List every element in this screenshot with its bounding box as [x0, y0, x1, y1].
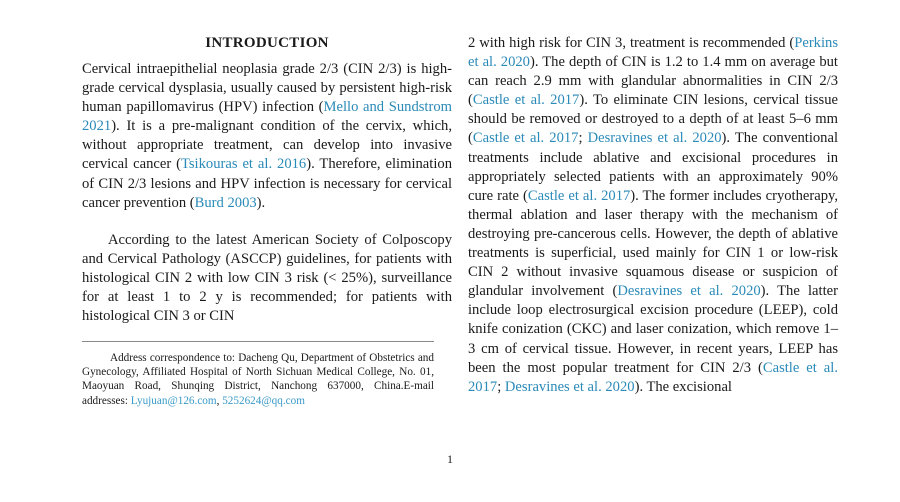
text: ). The former includes cryotherapy, thermal ablation and laser therapy with the mechanism of destroying pre-cancerous cells. However, the depth of ablative treatments is superficial, used mainly for CIN 1 or low-risk CIN 2 without invasive squamous disease or suspicion of glandular involvement ( — [468, 187, 839, 300]
section-heading: INTRODUCTION — [205, 35, 329, 51]
citation-link[interactable]: Castle et al. 2017 — [472, 130, 579, 147]
text: ). The latter include loop electrosurgical excision procedure (LEEP), cold knife conization (CKC) and laser conization, which remove 1–3 cm of cervical tissue. However, in recent years, LEEP has been the most popular treatment for CIN 2/3 ( — [468, 283, 838, 376]
email-link[interactable]: 5252624@qq.com — [222, 394, 305, 407]
text: 2 with high risk for CIN 3, treatment is recommended ( — [468, 35, 795, 51]
citation-link[interactable]: Perkins et al. 2020 — [468, 35, 838, 71]
intro-paragraph-1 — [82, 60, 452, 213]
text: ). It is a pre-malignant condition of the cervix, which, without appropriate treatment, can develop into invasive cervical cancer ( — [82, 118, 452, 173]
separator: , — [216, 394, 223, 407]
citation-link[interactable]: Tsikouras et al. 2016 — [180, 156, 307, 173]
citation-link[interactable]: Desravines et al. 2020 — [617, 283, 761, 300]
citation-link[interactable]: Desravines et al. 2020 — [504, 378, 635, 395]
correspondence-footnote — [82, 351, 434, 408]
text: ). The depth of CIN is 1.2 to 1.4 mm on average but can reach 2.9 mm with glandular abnormalities in CIN 2/3 ( — [468, 54, 838, 109]
intro-paragraph-2 — [82, 231, 452, 326]
text: According to the latest American Society of Colposcopy and Cervical Pathology (ASCCP) guidelines, for patients with histological CIN 2 with low CIN 3 risk (< 25%), surveillance for at least 1 to 2 y is recommended; for patients with histological CIN 3 or CIN — [82, 232, 452, 325]
footnote-divider — [82, 341, 434, 342]
citation-link[interactable]: Castle et al. 2017 — [468, 359, 838, 395]
text: ; — [578, 130, 588, 147]
text: ). The excisional — [634, 378, 732, 395]
page-number: 1 — [447, 452, 453, 466]
footnote-text: Address correspondence to: Dacheng Qu, Department of Obstetrics and Gynecology, Affiliated Hospital of North Sichuan Medical College, No. 01, Maoyuan Road, Shunqing District, Nanchong 637000, China.E-mail addresses: — [82, 352, 434, 407]
text: ). Therefore, elimination of CIN 2/3 lesions and HPV infection is necessary for cervical cancer prevention ( — [82, 156, 452, 211]
text: Cervical intraepithelial neoplasia grade 2/3 (CIN 2/3) is high-grade cervical dysplasia, usually caused by persistent high-risk human papillomavirus (HPV) infection ( — [82, 61, 452, 116]
citation-link[interactable]: Burd 2003 — [194, 194, 257, 211]
citation-link[interactable]: Mello and Sundstrom 2021 — [82, 99, 452, 135]
email-link[interactable]: Lyujuan@126.com — [130, 394, 217, 407]
text: ). The conventional treatments include ablative and excisional procedures in appropriately selected patients with an approximately 90% cure rate ( — [468, 130, 838, 204]
text: ). — [256, 194, 266, 211]
citation-link[interactable]: Castle et al. 2017 — [472, 92, 580, 109]
text: ; — [497, 378, 505, 395]
text: ). To eliminate CIN lesions, cervical tissue should be removed or destroyed to a depth of at least 5–6 mm ( — [468, 92, 838, 147]
intro-paragraph-2-continued — [468, 34, 838, 397]
citation-link[interactable]: Castle et al. 2017 — [527, 187, 631, 204]
citation-link[interactable]: Desravines et al. 2020 — [587, 130, 722, 147]
